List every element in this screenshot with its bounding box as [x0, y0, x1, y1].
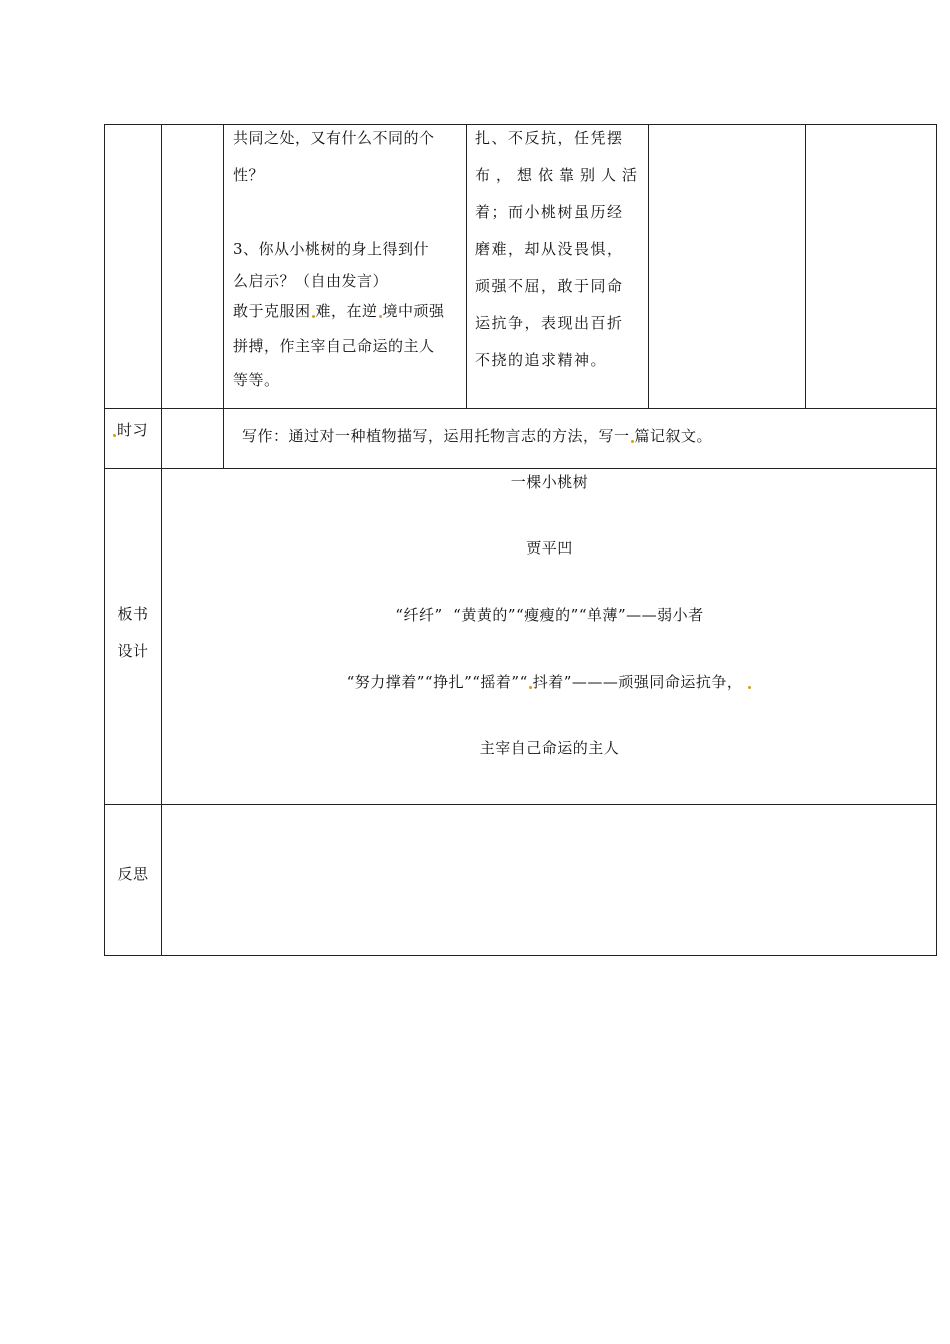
board-line-3: 主宰自己命运的主人	[479, 739, 620, 757]
answer-line: 不挠的追求精神。	[475, 351, 608, 369]
board-title: 一棵小桃树	[510, 473, 589, 491]
answer-text: 境中顽强	[382, 302, 445, 320]
mark-dot	[748, 686, 751, 689]
board-line-1: “纤纤” “黄黄的”“瘦瘦的”“单薄”——弱小者	[395, 606, 704, 624]
row-label-text: 设计	[117, 642, 149, 660]
row-label-text: 板书	[117, 605, 149, 623]
mark-dot	[113, 434, 116, 437]
row-label-text: 时习	[117, 421, 149, 439]
col-divider-3	[466, 124, 467, 408]
answer-line: 顽强不屈，敢于同命	[475, 277, 624, 295]
board-line-2	[162, 664, 937, 701]
answer-text: 敢于克服困	[233, 302, 311, 320]
row-divider-1	[104, 408, 937, 409]
row1-question-cell	[233, 120, 465, 395]
row3-label	[105, 596, 161, 670]
answer-line: 运抗争，表现出百折	[475, 314, 624, 332]
answer-line: 扎、不反抗，任凭摆	[475, 129, 624, 147]
mark-dot	[529, 686, 532, 689]
question-line: 3、你从小桃树的身上得到什	[233, 240, 430, 258]
board-author: 贾平凹	[526, 539, 573, 557]
mark-dot	[312, 315, 315, 318]
answer-line: 布，想依靠别人活	[475, 166, 644, 184]
answer-line	[233, 294, 465, 328]
question-line: 性？	[233, 166, 265, 184]
row2-label	[112, 412, 160, 449]
col-divider-5	[805, 124, 806, 408]
mark-dot	[631, 440, 634, 443]
board-text: “努力撑着”“挣扎”“摇着”“	[346, 673, 528, 691]
reflection-cell	[162, 805, 936, 955]
answer-line: 等等。	[233, 371, 280, 389]
question-line: 么启示？（自由发言）	[233, 272, 389, 290]
assignment-text: 写作：通过对一种植物描写，运用托物言志的方法，写一	[242, 427, 630, 445]
answer-text: 难，在逆	[315, 302, 378, 320]
board-text: 抖着”———顽强同命运抗争，	[532, 673, 743, 691]
question-line	[233, 194, 465, 231]
row2-content	[242, 418, 932, 455]
question-line: 共同之处，又有什么不同的个	[233, 129, 435, 147]
row4-label: 反思	[117, 865, 149, 883]
row1-answer-cell	[475, 120, 645, 379]
answer-line: 着；而小桃树虽历经	[475, 203, 624, 221]
answer-line: 拼搏，作主宰自己命运的主人	[233, 337, 435, 355]
assignment-text: 篇记叙文。	[634, 427, 713, 445]
col-divider-4	[648, 124, 649, 408]
col-divider-2	[223, 124, 224, 468]
answer-line: 磨难，却从没畏惧，	[475, 240, 624, 258]
mark-dot	[379, 315, 382, 318]
